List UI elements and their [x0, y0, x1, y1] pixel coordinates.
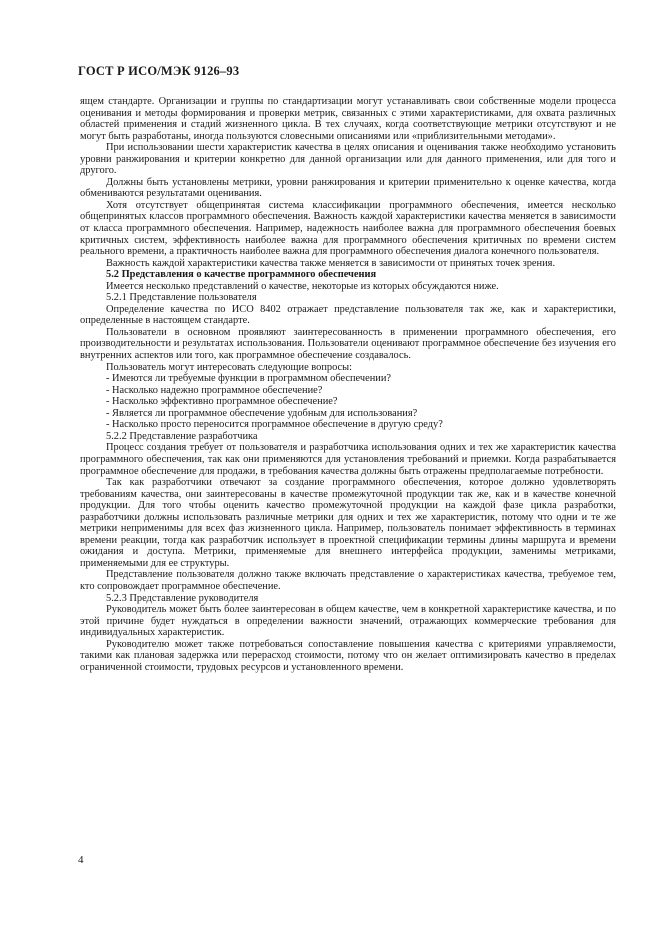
list-item: - Является ли программное обеспечение удобным для использования? [106, 407, 418, 419]
body-text [80, 96, 616, 673]
paragraph: ящем стандарте. Организации и группы по стандартизации могут устанавливать свои собственные модели процесса оценивания и методы формирования и проверки метрик, связанных с этими характеристиками, для охвата различных областей применения и стадий жизненного цикла. В тех случаях, когда соответствующие метрики отсутствуют и не могут быть разработаны, иногда пользуются словесными описаниями или «приблизительными методами». [80, 96, 616, 142]
paragraph: Пользователь могут интересовать следующие вопросы: [106, 361, 353, 373]
paragraph: Определение качества по ИСО 8402 отражает представление пользователя так же, как и характеристики, определенные в настоящем стандарте. [80, 303, 616, 327]
page-number: 4 [78, 854, 84, 866]
list-item: - Насколько просто переносится программное обеспечение в другую среду? [106, 419, 443, 431]
paragraph: 5.2.2 Представление разработчика [106, 430, 258, 442]
paragraph: Руководителю может также потребоваться сопоставление повышения качества с критериями управляемости, такими как плановая задержка или перерасход стоимости, потому что он желает оптимизировать качество в пределах ограниченной стоимости, трудовых ресурсов и установленного времени. [80, 638, 616, 673]
paragraph: Представление пользователя должно также включать представление о характеристиках качества, требуемое тем, кто сопровождает программное обеспечение. [80, 569, 616, 592]
paragraph: Процесс создания требует от пользователя и разработчика использования одних и тех же характеристик качества программного обеспечения, так как они применяются для установления требований и приемки. Когда разрабатывается программное обеспечение для продажи, в требования качества должны быть отражены предполагаемые потребности. [80, 442, 616, 477]
paragraph: Имеется несколько представлений о качестве, некоторые из которых обсуждаются ниже. [106, 280, 499, 292]
paragraph: Пользователи в основном проявляют заинтересованность в применении программного обеспечения, его производительности и результатах использования. Пользователи оценивают программное обеспечение без изучения его внутренних аспектов или того, как программное обеспечение создавалось. [80, 326, 616, 362]
paragraph: Хотя отсутствует общепринятая система классификации программного обеспечения, имеется несколько общепринятых классов программного обеспечения. Важность каждой характеристики качества меняется в зависимости от класса программного обеспечения. Например, надежность наиболее важна для программного обеспечения боевых критичных систем, эффективность наиболее важна для программного обеспечения критичных по времени систем реального времени, а практичность наиболее важна для программного обеспечения диалога конечного пользователя. [80, 199, 616, 258]
page-header: ГОСТ Р ИСО/МЭК 9126–93 [78, 64, 240, 78]
list-item: - Насколько надежно программное обеспечение? [106, 384, 323, 396]
paragraph: 5.2.1 Представление пользователя [106, 292, 257, 304]
list-item: - Имеются ли требуемые функции в программном обеспечении? [106, 373, 392, 385]
paragraph: 5.2.3 Представление руководителя [106, 592, 259, 604]
list-item: - Насколько эффективно программное обеспечение? [106, 396, 338, 408]
paragraph: При использовании шести характеристик качества в целях описания и оценивания также необходимо установить уровни ранжирования и критерии конкретно для данной организации или для данного применения, или для того и другого. [80, 142, 616, 177]
paragraph: Так как разработчики отвечают за создание программного обеспечения, которое должно удовлетворять требованиям качества, они заинтересованы в качестве промежуточной продукции так же, как и в качестве конечной продукции. Для того чтобы оценить качество промежуточной продукции на каждой фазе цикла разработки, разработчики должны использовать различные метрики для одних и тех же характеристик, потому что одни и те же метрики неприменимы для всех фаз жизненного цикла. Например, пользователь понимает эффективность в терминах времени реакции, тогда как разработчик использует в проектной спецификации термины длины маршрута и времени ожидания и доступа. Метрики, применяемые для внешнего интерфейса продукции, заменимы метриками, применяемыми для ее структуры. [80, 477, 616, 569]
paragraph: Важность каждой характеристики качества также меняется в зависимости от принятых точек зрения. [106, 257, 556, 269]
paragraph: Должны быть установлены метрики, уровни ранжирования и критерии применительно к оценке качества, когда обмениваются результатами оценивания. [80, 176, 616, 200]
paragraph: Руководитель может быть более заинтересован в общем качестве, чем в конкретной характеристике качества, и по этой причине будет нуждаться в определении важности значений, отражающих коммерческие требования для индивидуальных характеристик. [80, 604, 616, 639]
section-heading: 5.2 Представления о качестве программного обеспечения [106, 269, 377, 281]
